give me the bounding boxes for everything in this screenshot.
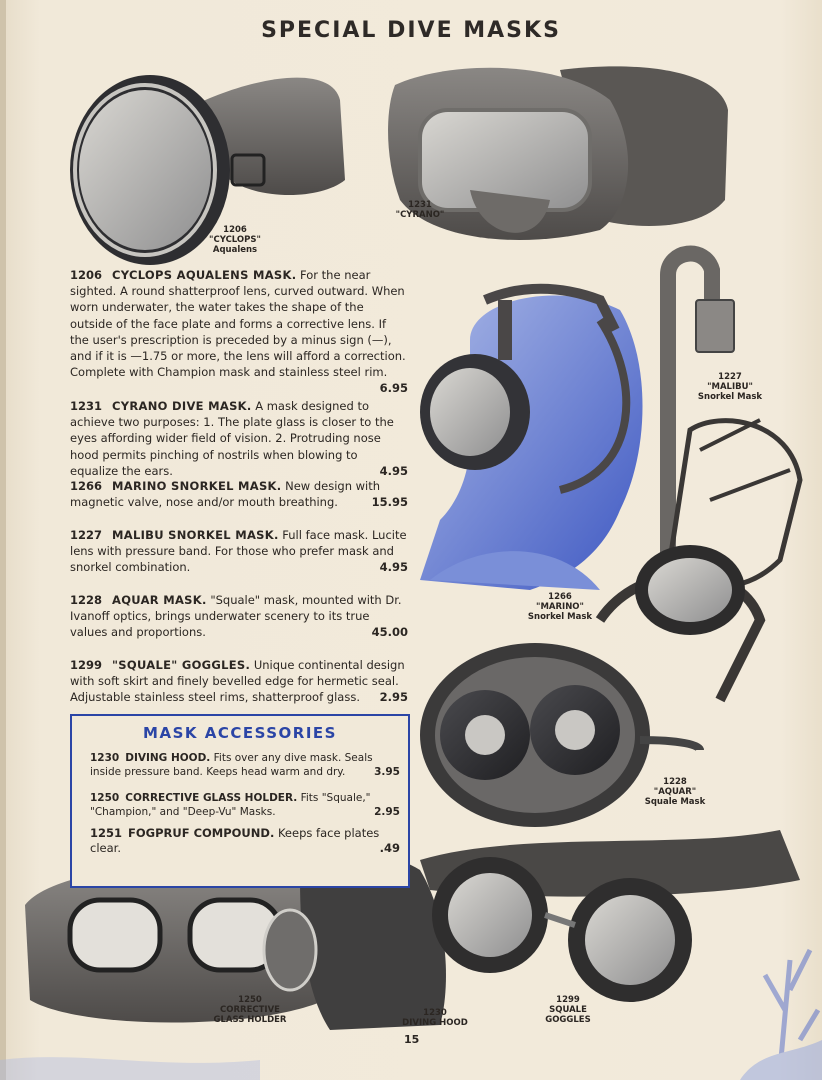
product-number: 1227 [70,528,103,542]
product-description: Unique continental design with soft skirt and finely bevelled edge for hermetic seal. Adjustable stainless steel rims, shatterproof glass. [70,658,405,705]
caption-malibu: 1227 "MALIBU" Snorkel Mask [697,372,763,402]
product-1266 [70,478,408,510]
accessory-description: Fits over any dive mask. Seals inside pressure band. Keeps head warm and dry. [90,752,373,778]
accessory-description: Keeps face plates clear. [90,826,380,855]
caption-goggles: 1299 SQUALE GOGGLES [545,995,591,1025]
product-1228 [70,592,408,641]
accessory-name: FOGPRUF COMPOUND. [128,826,275,840]
product-1206 [70,267,408,397]
accessory-1250 [90,792,400,819]
product-price: 4.95 [379,560,408,575]
marino-snorkel-illustration [420,289,643,590]
product-description: "Squale" mask, mounted with Dr. Ivanoff optics, brings underwater scenery to its true values and proportions. [70,593,402,640]
caption-cyclops: 1206 "CYCLOPS" Aqualens [209,225,261,255]
caption-aquar: 1228 "AQUAR" Squale Mask [644,777,706,807]
product-number: 1228 [70,593,103,607]
product-price: 6.95 [379,381,408,396]
product-price: 4.95 [379,463,408,478]
product-name: "SQUALE" GOGGLES. [112,658,251,672]
product-price: 2.95 [379,690,408,705]
product-number: 1231 [70,399,103,413]
product-description: A mask designed to achieve two purposes: 1. The plate glass is closer to the eyes affording wider field of vision. 2. Protruding nose hood permits pinching of nostrils when blowing to equalize the ears. [70,399,394,478]
caption-hood: 1230 DIVING HOOD [402,1008,468,1028]
product-1299 [70,657,408,706]
accessory-price: 2.95 [374,805,400,818]
accessory-number: 1251 [90,826,123,840]
accessory-price: .49 [379,841,400,855]
product-1227 [70,527,408,576]
malibu-snorkel-illustration [668,254,800,587]
accessory-name: CORRECTIVE GLASS HOLDER. [125,792,298,804]
caption-cyrano: 1231 "CYRANO" [395,200,445,220]
accessory-1251 [90,826,400,856]
product-description: Full face mask. Lucite lens with pressure band. For those who prefer mask and snorkel combination. [70,528,407,575]
accessory-name: DIVING HOOD. [125,752,211,764]
product-name: MALIBU SNORKEL MASK. [112,528,279,542]
accessories-title: MASK ACCESSORIES [143,724,337,742]
accessory-1230 [90,752,400,779]
product-description: For the near sighted. A round shatterproof lens, curved outward. When worn underwater, the water takes the shape of the outside of the face plate and forms a corrective lens. If the user's prescription is preceded by a minus sign (—), and if it is —1.75 or more, the lens will afford a correction. Complete with Champion mask and stainless steel rim. [70,268,406,380]
product-description: New design with magnetic valve, nose and/or mouth breathing. [70,479,381,510]
accessory-price: 3.95 [374,765,400,778]
product-name: MARINO SNORKEL MASK. [112,479,282,493]
product-name: CYCLOPS AQUALENS MASK. [112,268,297,282]
page-title: SPECIAL DIVE MASKS [261,18,561,43]
product-number: 1266 [70,479,103,493]
squale-goggles-illustration [420,830,800,1002]
caption-marino: 1266 "MARINO" Snorkel Mask [527,592,593,622]
accessory-number: 1230 [90,752,120,764]
product-1231 [70,398,408,479]
caption-holder: 1250 CORRECTIVE GLASS HOLDER [213,995,287,1025]
product-number: 1206 [70,268,103,282]
product-name: CYRANO DIVE MASK. [112,399,252,413]
product-number: 1299 [70,658,103,672]
product-price: 45.00 [371,625,408,640]
product-name: AQUAR MASK. [112,593,207,607]
product-price: 15.95 [371,495,408,510]
page-number: 15 [404,1033,420,1046]
accessory-description: Fits "Squale," "Champion," and "Deep-Vu" Masks. [90,792,371,818]
accessory-number: 1250 [90,792,120,804]
mask-accessories-box [70,714,410,888]
